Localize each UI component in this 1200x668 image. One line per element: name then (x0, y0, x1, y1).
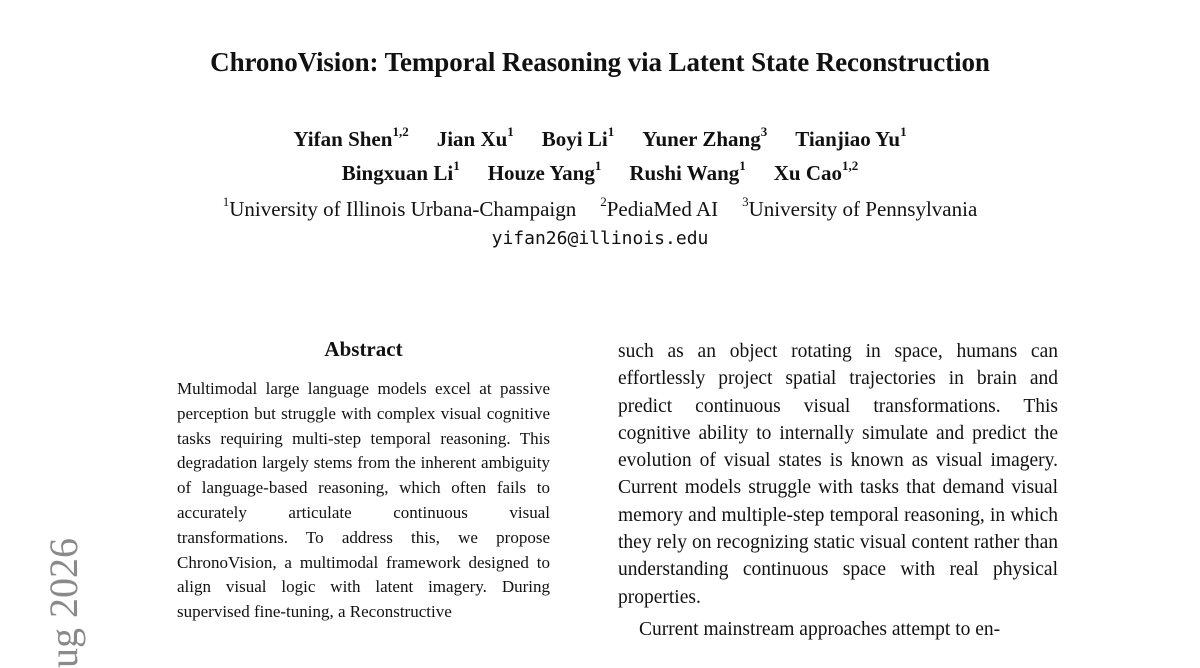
author: Yifan Shen$^{1,2}$ (293, 124, 409, 151)
author: Xu Cao$^{1,2}$ (773, 158, 859, 185)
abstract-heading: Abstract (324, 337, 403, 361)
author: Yuner Zhang$^3$ (642, 124, 768, 151)
affiliations (0, 194, 1200, 222)
author: Jian Xu$^1$ (436, 124, 514, 151)
author: Tianjiao Yu$^1$ (795, 124, 907, 151)
arxiv-side-stamp (8, 500, 128, 668)
author: Houze Yang$^1$ (487, 158, 602, 185)
author-list-line-1 (0, 124, 1200, 152)
author: Bingxuan Li$^1$ (341, 158, 460, 185)
body-paragraph: such as an object rotating in space, humans can effortlessly project spatial trajectories in brain and predict continuous visual transformations. This cognitive ability to internally simulate and predict the evolution of visual states is known as visual imagery. Current models struggle with tasks that demand visual memory and multiple-step temporal reasoning, in which they rely on recognizing static visual content rather than understanding continuous space with real physical properties. (618, 341, 1058, 608)
affiliation: $^1$University of Illinois Urbana-Champaign (222, 194, 577, 221)
paper-title: ChronoVision: Temporal Reasoning via Latent State Reconstruction (210, 47, 990, 77)
author: Boyi Li$^1$ (541, 124, 615, 151)
arxiv-date-text: ug 2026 (41, 538, 86, 668)
author: Rushi Wang$^1$ (629, 158, 746, 185)
body-paragraph: Current mainstream approaches attempt to en- (639, 618, 1001, 640)
affiliation: $^3$University of Pennsylvania (742, 194, 978, 221)
author-list-line-2 (0, 158, 1200, 186)
author-email: yifan26@illinois.edu (491, 228, 709, 249)
affiliation: $^2$PediaMed AI (600, 194, 719, 221)
abstract-text: Multimodal large language models excel at passive perception but struggle with complex visual cognitive tasks requiring multi-step temporal reasoning. This degradation largely stems from the inherent ambiguity of language-based reasoning, which often fails to accurately articulate continuous visual transformations. To address this, we propose ChronoVision, a multimodal framework designed to align visual logic with latent imagery. During supervised fine-tuning, a Reconstructive (177, 379, 550, 622)
introduction-column (618, 338, 1058, 643)
